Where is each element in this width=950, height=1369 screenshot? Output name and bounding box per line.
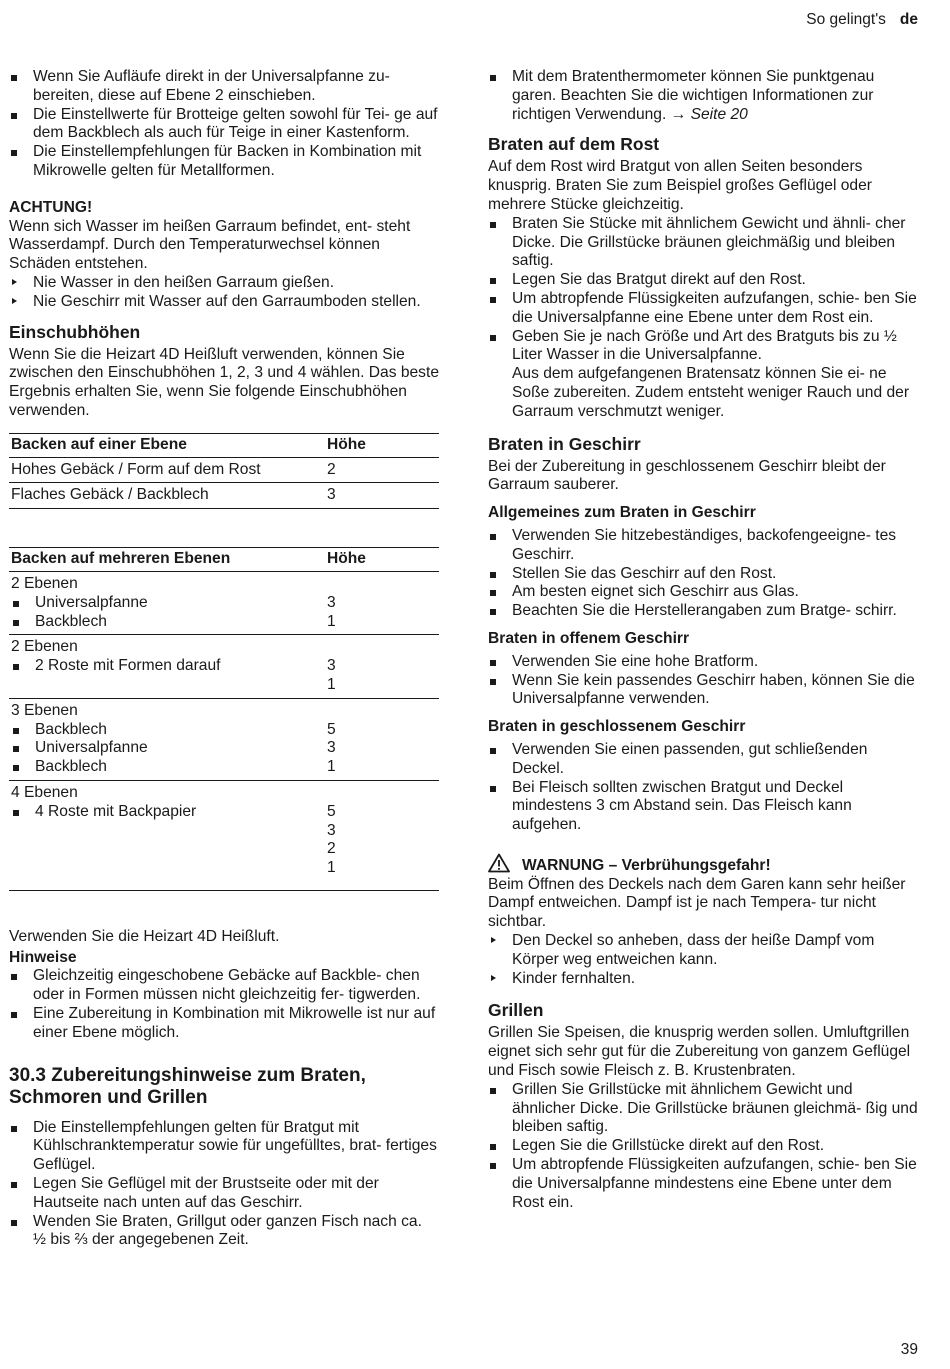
list-item: Legen Sie Geflügel mit der Brustseite oder mit der Hautseite nach unten auf das Geschirr. xyxy=(9,1175,439,1213)
list-item: Verwenden Sie einen passenden, gut schließenden Deckel. xyxy=(488,741,920,779)
allg-list xyxy=(488,527,920,621)
hinweise-title: Hinweise xyxy=(9,948,77,966)
list-item: Braten Sie Stücke mit ähnlichem Gewicht und ähnli- cher Dicke. Die Grillstücke bräunen gleichmäßig und bleiben saftig. xyxy=(488,215,920,271)
list-item: Backblech xyxy=(11,613,323,632)
table-row xyxy=(9,780,439,890)
page-header xyxy=(806,11,918,30)
list-item: Legen Sie das Bratgut direkt auf den Rost. xyxy=(488,271,920,290)
geschirr-title: Braten in Geschirr xyxy=(488,433,641,454)
list-item: Gleichzeitig eingeschobene Gebäcke auf Backble- chen oder in Formen müssen nicht gleichzeitig fer- tigwerden. xyxy=(9,967,439,1005)
after-table-text: Verwenden Sie die Heizart 4D Heißluft. xyxy=(9,927,280,945)
table-row xyxy=(9,698,439,780)
table-row xyxy=(9,635,439,698)
list-item: Stellen Sie das Geschirr auf den Rost. xyxy=(488,565,920,584)
list-item: Bei Fleisch sollten zwischen Bratgut und Deckel mindestens 3 cm Abstand sein. Das Fleisch kann aufgehen. xyxy=(488,779,920,835)
list-item: Die Einstellempfehlungen gelten für Bratgut mit Kühlschranktemperatur sowie für ungefülltes, brat- fertiges Geflügel. xyxy=(9,1119,439,1175)
list-item: Um abtropfende Flüssigkeiten aufzufangen, schie- ben Sie die Universalpfanne mindestens eine Ebene unter dem Rost ein. xyxy=(488,1156,920,1212)
list-item: Nie Geschirr mit Wasser auf den Garraumboden stellen. xyxy=(9,293,439,312)
height-value: 1 xyxy=(327,675,336,693)
offen-list xyxy=(488,653,920,709)
achtung-steps xyxy=(9,274,439,312)
list-item: Wenden Sie Braten, Grillgut oder ganzen Fisch nach ca. ½ bis ⅔ der angegebenen Zeit. xyxy=(9,1213,439,1251)
group-title: 3 Ebenen xyxy=(11,701,78,719)
height-value: 3 xyxy=(327,821,336,839)
achtung-text: Wenn sich Wasser im heißen Garraum befindet, ent- steht Wasserdampf. Durch den Temperaturwechsel können Schäden entstehen. xyxy=(9,217,411,273)
table-header: Höhe xyxy=(325,433,439,457)
table-header: Backen auf mehreren Ebenen xyxy=(9,548,325,572)
list-item: Eine Zubereitung in Kombination mit Mikrowelle ist nur auf einer Ebene möglich. xyxy=(9,1005,439,1043)
warnung-text: Beim Öffnen des Deckels nach dem Garen kann sehr heißer Dampf entweichen. Dampf ist je nach Tempera- tur nicht sichtbar. xyxy=(488,875,906,931)
list-item: 2 Roste mit Formen darauf xyxy=(11,657,323,676)
table-cell: Hohes Gebäck / Form auf dem Rost xyxy=(9,457,325,483)
allg-title: Allgemeines zum Braten in Geschirr xyxy=(488,504,756,522)
list-item: Die Einstellempfehlungen für Backen in Kombination mit Mikrowelle gelten für Metallformen. xyxy=(9,143,439,181)
warning-triangle-icon xyxy=(488,853,510,873)
offen-title: Braten in offenem Geschirr xyxy=(488,629,690,647)
geschirr-text: Bei der Zubereitung in geschlossenem Geschirr bleibt der Garraum sauberer. xyxy=(488,457,886,494)
group-title: 2 Ebenen xyxy=(11,574,78,592)
list-item: 4 Roste mit Backpapier xyxy=(11,803,323,822)
group-title: 4 Ebenen xyxy=(11,783,78,801)
list-item: Um abtropfende Flüssigkeiten aufzufangen, schie- ben Sie die Universalpfanne eine Ebene unter dem Rost ein. xyxy=(488,290,920,328)
grillen-list xyxy=(488,1081,920,1213)
language-code: de xyxy=(899,11,918,28)
list-item: Grillen Sie Grillstücke mit ähnlichem Gewicht und ähnlicher Dicke. Die Grillstücke bräunen gleichmä- ßig und bleiben saftig. xyxy=(488,1081,920,1137)
right-column xyxy=(488,68,920,1212)
height-value: 1 xyxy=(327,612,336,630)
list-item: Backblech xyxy=(11,721,323,740)
list-item: Universalpfanne xyxy=(11,739,323,758)
table-row xyxy=(9,483,439,509)
list-item: Universalpfanne xyxy=(11,594,323,613)
table-row xyxy=(9,457,439,483)
section-list xyxy=(9,1119,439,1251)
list-item: Die Einstellwerte für Brotteige gelten sowohl für Tei- ge auf dem Backblech als auch für Teige in einer Kastenform. xyxy=(9,106,439,144)
list-item: Nie Wasser in den heißen Garraum gießen. xyxy=(9,274,439,293)
geschl-list xyxy=(488,741,920,835)
grillen-text: Grillen Sie Speisen, die knusprig werden sollen. Umluftgrillen eignet sich sehr gut für die Zubereitung von ganzem Geflügel und Fisch sowie Fleisch z. B. Krustenbraten. xyxy=(488,1024,911,1080)
warnung-title: WARNUNG – Verbrühungsgefahr! xyxy=(522,856,771,874)
group-title: 2 Ebenen xyxy=(11,638,78,656)
page-reference-link[interactable]: → Seite 20 xyxy=(670,105,748,123)
height-value: 5 xyxy=(327,720,336,738)
height-value: 3 xyxy=(327,739,336,757)
list-item: Den Deckel so anheben, dass der heiße Dampf vom Körper weg entweichen kann. xyxy=(488,932,920,970)
list-item: Wenn Sie Aufläufe direkt in der Universalpfanne zu- bereiten, diese auf Ebene 2 einschieben. xyxy=(9,68,439,106)
rost-title: Braten auf dem Rost xyxy=(488,134,660,155)
list-item: Mit dem Bratenthermometer können Sie punktgenau garen. Beachten Sie die wichtigen Informationen zur richtigen Verwendung. → Seite 20 xyxy=(488,68,920,124)
list-item: Beachten Sie die Herstellerangaben zum Bratge- schirr. xyxy=(488,602,920,621)
rost-extra-text: Aus dem aufgefangenen Bratensatz können Sie ei- ne Soße zubereiten. Zudem entsteht weniger Rauch und der Garraum verschmutzt weniger. xyxy=(512,365,910,420)
achtung-title: ACHTUNG! xyxy=(9,198,93,216)
grillen-title: Grillen xyxy=(488,1000,544,1021)
list-item: Geben Sie je nach Größe und Art des Bratguts bis zu ½ Liter Wasser in die Universalpfanne. Aus dem aufgefangenen Bratensatz können Sie ei- ne Soße zubereiten. Zudem entsteht weniger Rauch und der Garraum verschmutzt weniger. xyxy=(488,328,920,422)
single-level-table xyxy=(9,433,439,509)
warnung-heading xyxy=(488,853,920,876)
intro-list xyxy=(9,68,439,181)
table-header: Höhe xyxy=(325,548,439,572)
table-cell: 2 xyxy=(325,457,439,483)
section-name: So gelingt's xyxy=(806,11,886,28)
table-cell: Flaches Gebäck / Backblech xyxy=(9,483,325,509)
rost-list xyxy=(488,215,920,422)
table-cell: 3 xyxy=(325,483,439,509)
section-heading: 30.3 Zubereitungshinweise zum Braten, Schmoren und Grillen xyxy=(9,1064,366,1108)
height-value: 1 xyxy=(327,758,336,776)
list-item: Wenn Sie kein passendes Geschirr haben, können Sie die Universalpfanne verwenden. xyxy=(488,672,920,710)
page-number: 39 xyxy=(900,1341,918,1359)
left-column xyxy=(9,68,439,1250)
list-item: Verwenden Sie eine hohe Bratform. xyxy=(488,653,920,672)
list-item: Am besten eignet sich Geschirr aus Glas. xyxy=(488,583,920,602)
list-item: Kinder fernhalten. xyxy=(488,970,920,989)
rost-text: Auf dem Rost wird Bratgut von allen Seiten besonders knusprig. Braten Sie zum Beispiel großes Geflügel oder mehrere Stücke gleichzeitig. xyxy=(488,158,872,213)
list-item: Verwenden Sie hitzebeständiges, backofengeeigne- tes Geschirr. xyxy=(488,527,920,565)
table-row xyxy=(9,571,439,634)
thermo-list xyxy=(488,68,920,124)
height-value: 3 xyxy=(327,593,336,611)
list-item: Backblech xyxy=(11,758,323,777)
height-value: 5 xyxy=(327,802,336,820)
table-header: Backen auf einer Ebene xyxy=(9,433,325,457)
warnung-steps xyxy=(488,932,920,988)
height-value: 2 xyxy=(327,840,336,858)
height-value: 1 xyxy=(327,859,336,877)
hinweise-list xyxy=(9,967,439,1042)
geschl-title: Braten in geschlossenem Geschirr xyxy=(488,718,746,736)
multi-level-table xyxy=(9,547,439,891)
einschub-text: Wenn Sie die Heizart 4D Heißluft verwenden, können Sie zwischen den Einschubhöhen 1, 2, 3 und 4 wählen. Das beste Ergebnis erhalten Sie, wenn Sie folgende Einschubhöhen verwenden. xyxy=(9,345,439,419)
list-item: Legen Sie die Grillstücke direkt auf den Rost. xyxy=(488,1137,920,1156)
height-value: 3 xyxy=(327,657,336,675)
einschub-title: Einschubhöhen xyxy=(9,321,141,342)
